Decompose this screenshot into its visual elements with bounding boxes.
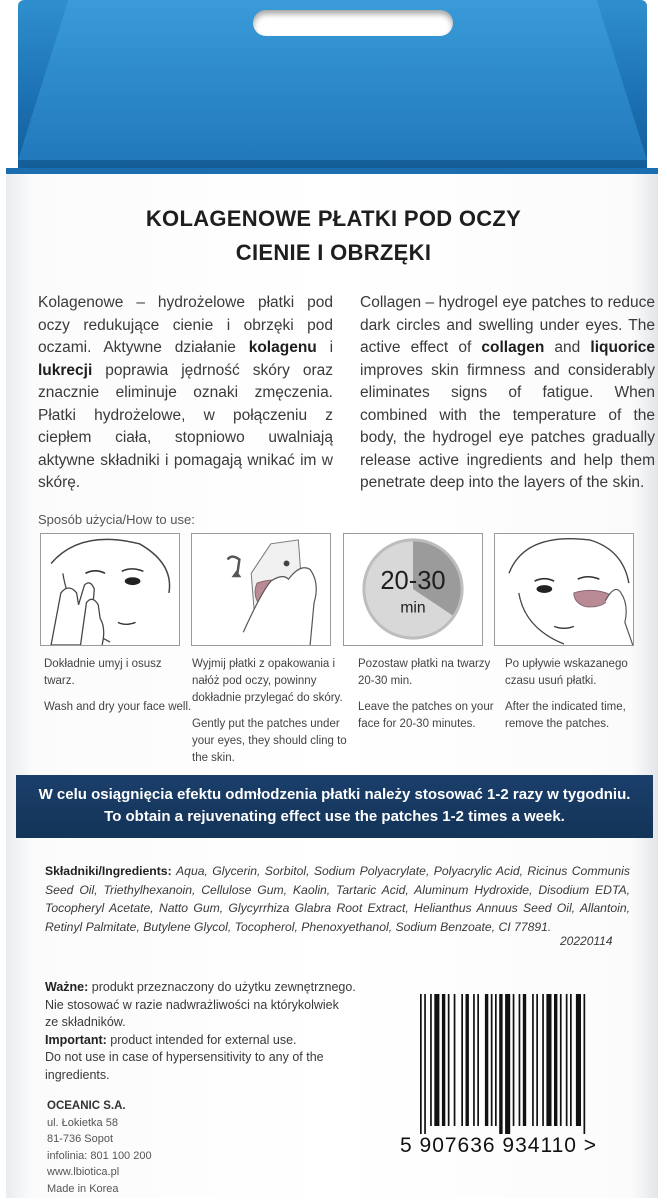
- description-pl: Kolagenowe – hydrożelowe płatki pod oczy redukujące cienie i obrzęki pod oczami. Aktywne działanie kolagenu i lukrecji poprawia jędrność skóry oraz znacznie eliminuje oznaki zmęczenia. Płatki hydrożelowe, w połączeniu z ciepłem ciała, stopniowo uwalniają aktywne składniki i pomagają wnikać im w skórę.: [38, 294, 334, 491]
- barcode-icon: [418, 994, 640, 1134]
- package-hanger: [18, 0, 647, 175]
- step-2-illustration: [191, 533, 331, 646]
- step-2-text: [192, 656, 350, 776]
- batch-code: 20220114: [560, 934, 613, 948]
- timer-icon: [344, 534, 482, 645]
- warning-en-line2: Do not use in case of hypersensitivity to any of the: [45, 1050, 324, 1064]
- timer-value: 20-30: [380, 567, 446, 596]
- warning-pl-label: Ważne:: [45, 980, 89, 994]
- company-city: 81-736 Sopot: [47, 1133, 114, 1145]
- step-4-illustration: [494, 533, 634, 646]
- step-3-illustration: [343, 533, 483, 646]
- patch-applying-icon: [192, 534, 330, 645]
- step-3-pl: Pozostaw płatki na twarzy 20-30 min.: [358, 658, 491, 687]
- step-4-text: [505, 656, 653, 742]
- step-3-en: Leave the patches on your face for 20-30 minutes.: [358, 701, 494, 730]
- ingredients-list: [45, 862, 630, 936]
- warning-en-line3: ingredients.: [45, 1067, 110, 1082]
- face-washing-icon: [41, 534, 179, 645]
- usage-frequency-pl: W celu osiągnięcia efektu odmłodzenia płatki należy stosować 1-2 razy w tygodniu.: [38, 786, 631, 803]
- step-2-pl: Wyjmij płatki z opakowania i nałóż pod oczy, powinny dokładnie przylegać do skóry.: [192, 658, 343, 704]
- step-1-en: Wash and dry your face well.: [44, 701, 192, 713]
- company-info: [47, 1098, 152, 1197]
- ingredients-label: Składniki/Ingredients:: [45, 864, 172, 878]
- warning-block: Ważne: produkt przeznaczony do użytku zewnętrznego. Nie stosować w razie nadwrażliwości na którykolwiek ze składników. Important: product intended for external use. Do not use in case of hypersensitivity to any of the ingredients.: [45, 979, 405, 1084]
- timer-unit: min: [400, 599, 426, 617]
- step-1-illustration: [40, 533, 180, 646]
- step-4-en: After the indicated time, remove the patches.: [505, 701, 626, 730]
- howto-label: Sposób użycia/How to use:: [38, 512, 195, 527]
- step-4-pl: Po upływie wskazanego czasu usuń płatki.: [505, 658, 628, 687]
- step-2-en: Gently put the patches under your eyes, they should cling to the skin.: [192, 718, 347, 764]
- barcode-number: 5 907636 934110 >: [400, 1134, 598, 1157]
- step-1-pl: Dokładnie umyj i osusz twarz.: [44, 658, 162, 687]
- ingredients-text: Aqua, Glycerin, Sorbitol, Sodium Polyacrylate, Polyacrylic Acid, Ricinus Communis Seed Oil, Triethylhexanoin, Cellulose Gum, Kaolin, Tartaric Acid, Aluminum Hydroxide, Disodium EDTA, Tocopheryl Acetate, Natto Gum, Glycyrrhiza Glabra Root Extract, Helianthus Annuus Seed Oil, Allantoin, Retinyl Palmitate, Butylene Glycol, Tocopherol, Phenoxyethanol, Sodium Benzoate, CI 77891.: [45, 864, 630, 934]
- warning-pl-line3: ze składników.: [45, 1015, 126, 1029]
- hanger-hole: [253, 10, 453, 36]
- company-website: www.lbiotica.pl: [47, 1166, 120, 1178]
- company-street: ul. Łokietka 58: [47, 1116, 118, 1129]
- product-subtitle: CIENIE I OBRZĘKI: [235, 240, 432, 265]
- company-phone: infolinia: 801 100 200: [47, 1149, 152, 1162]
- product-title: KOLAGENOWE PŁATKI POD OCZY: [145, 206, 522, 231]
- description-en: Collagen – hydrogel eye patches to reduce dark circles and swelling under eyes. The active effect of collagen and liquorice improves skin firmness and considerably eliminates signs of fatigue. When combined with the temperature of the body, the hydrogel eye patches gradually release active ingredients and help them penetrate deep into the layers of the skin.: [360, 294, 655, 491]
- warning-en-label: Important:: [45, 1032, 107, 1047]
- usage-frequency-en: To obtain a rejuvenating effect use the patches 1-2 times a week.: [104, 808, 565, 825]
- country-of-origin: Made in Korea: [47, 1182, 119, 1195]
- step-1-text: [44, 656, 192, 725]
- company-name: OCEANIC S.A.: [47, 1100, 126, 1112]
- warning-pl-line2: Nie stosować w razie nadwrażliwości na którykolwiek: [45, 997, 339, 1012]
- patch-removing-icon: [495, 534, 633, 645]
- step-3-text: [358, 656, 506, 742]
- usage-frequency-band: [16, 775, 653, 838]
